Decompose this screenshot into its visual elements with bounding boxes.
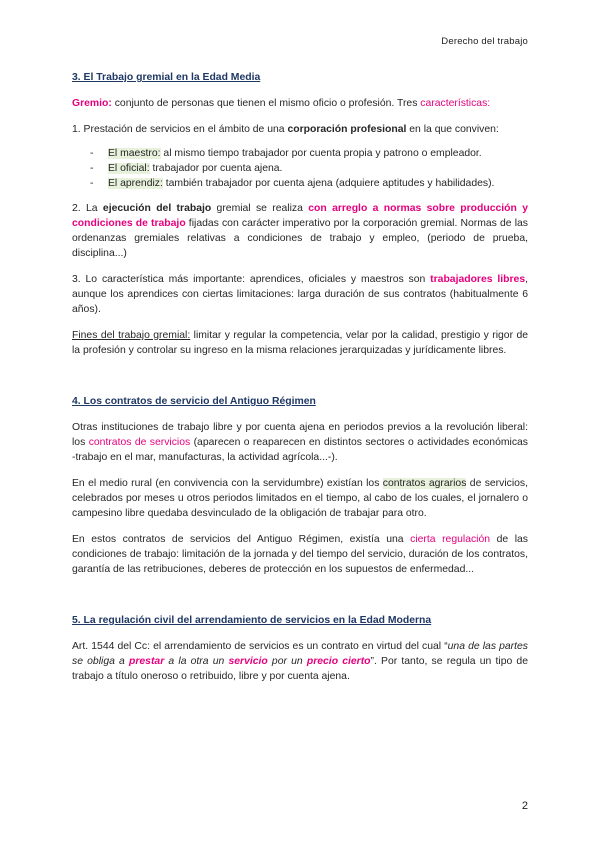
char3-highlight: trabajadores libres	[430, 274, 526, 285]
s4p1-text-a: Otras instituciones de trabajo libre y por cuenta ajena en periodos previos a la revolución liberal: los	[72, 422, 528, 448]
char1-text-c: en la que conviven:	[406, 124, 499, 135]
gremio-def-text: conjunto de personas que tienen el mismo oficio o profesión. Tres	[111, 98, 421, 109]
gremio-term: Gremio:	[72, 98, 112, 109]
char3-text-c: , aunque los aprendices con ciertas limitaciones: larga duración de sus contratos (habitualmente 6 años).	[72, 274, 528, 315]
running-header: Derecho del trabajo	[441, 36, 528, 47]
list-item	[72, 176, 528, 191]
list-item-text: trabajador por cuenta ajena.	[149, 163, 283, 174]
section-5-heading: 5. La regulación civil del arrendamiento de servicios en la Edad Moderna	[72, 615, 432, 626]
fines-text: limitar y regular la competencia, velar por la calidad, prestigio y rigor de la profesión y controlar su ingreso en la misma relaciones jerarquizadas y jurídicamente libres.	[72, 330, 528, 356]
list-item-term: El oficial:	[108, 163, 150, 174]
char2-bold: ejecución del trabajo	[102, 203, 212, 214]
s4p2-text-c: de servicios, celebrados por meses u otros periodos limitados en el tiempo, al cabo de los cuales, el jornalero o campesino libre quedaba desvinculado de la obligación de trabajar para otro.	[72, 478, 529, 519]
char2-text-c: gremial se realiza	[211, 203, 309, 214]
characteristic-1	[72, 122, 528, 137]
s4p3-text-c: de las condiciones de trabajo: limitación de la jornada y del tiempo del servicio, duración de los contratos, garantía de las retribuciones, deberes de protección en los supuestos de enfermedad...	[72, 534, 528, 575]
fines-paragraph	[72, 328, 528, 358]
list-item	[72, 161, 528, 176]
caracteristicas-term: características:	[420, 98, 491, 109]
list-item-term: El maestro:	[108, 148, 161, 159]
list-item	[72, 146, 528, 161]
s4p1-text-c: (aparecen o reaparecen en distintos sectores o actividades económicas -trabajo en el mar, manufacturas, la actividad agrícola...-).	[72, 437, 528, 463]
s5p1-italic-f: por un	[267, 656, 307, 667]
s5p1-text-a: Art. 1544 del Cc: el arrendamiento de servicios es un contrato en virtud del cual “	[72, 641, 448, 652]
s4p3-text-a: En estos contratos de servicios del Antiguo Régimen, existía una	[72, 534, 411, 545]
s5p1-italic-b: una de las partes se obliga a	[72, 641, 528, 667]
char1-bold: corporación profesional	[287, 124, 407, 135]
characteristic-2	[72, 201, 528, 261]
section-4-heading: 4. Los contratos de servicio del Antiguo Régimen	[72, 396, 316, 407]
s4p1-highlight: contratos de servicios	[88, 437, 191, 448]
section-3-heading: 3. El Trabajo gremial en la Edad Media	[72, 72, 261, 83]
char3-text-a: 3. Lo característica más importante: aprendices, oficiales y maestros son	[72, 274, 431, 285]
s5-paragraph-1	[72, 639, 528, 684]
s5p1-servicio: servicio	[228, 656, 268, 667]
char1-text-a: 1. Prestación de servicios en el ámbito de una	[72, 124, 288, 135]
s4p2-highlight: contratos agrarios	[382, 478, 467, 489]
s4-paragraph-1	[72, 420, 528, 465]
char2-highlight: con arreglo a normas sobre producción y condiciones de trabajo	[72, 203, 528, 229]
page-number: 2	[521, 800, 528, 812]
char2-text-e: fijadas con carácter imperativo por la corporación gremial. Normas de las ordenanzas gremiales relativas a condiciones de trabajo y empleo, (periodo de prueba, disciplina...)	[72, 218, 528, 259]
s4p2-text-a: En el medio rural (en convivencia con la servidumbre) existían los	[72, 478, 383, 489]
s4-paragraph-3	[72, 532, 528, 577]
gremio-members-list	[72, 146, 528, 191]
list-item-text: al mismo tiempo trabajador por cuenta propia y patrono o empleador.	[160, 148, 482, 159]
list-item-term: El aprendiz:	[108, 178, 163, 189]
s5p1-text-h: ”. Por tanto, se regula un tipo de trabajo a título oneroso o retribuido, libre y por cuenta ajena.	[72, 656, 528, 682]
s4-paragraph-2	[72, 476, 528, 521]
s5p1-italic-d: a la otra un	[164, 656, 229, 667]
s5p1-prestar: prestar	[129, 656, 165, 667]
list-item-text: también trabajador por cuenta ajena (adquiere aptitudes y habilidades).	[162, 178, 495, 189]
page-content	[72, 70, 528, 684]
s5p1-precio: precio cierto	[306, 656, 371, 667]
characteristic-3	[72, 272, 528, 317]
char2-text-a: 2. La	[72, 203, 103, 214]
s4p3-highlight: cierta regulación	[410, 534, 491, 545]
gremio-definition	[72, 96, 528, 111]
fines-label: Fines del trabajo gremial:	[72, 330, 191, 341]
